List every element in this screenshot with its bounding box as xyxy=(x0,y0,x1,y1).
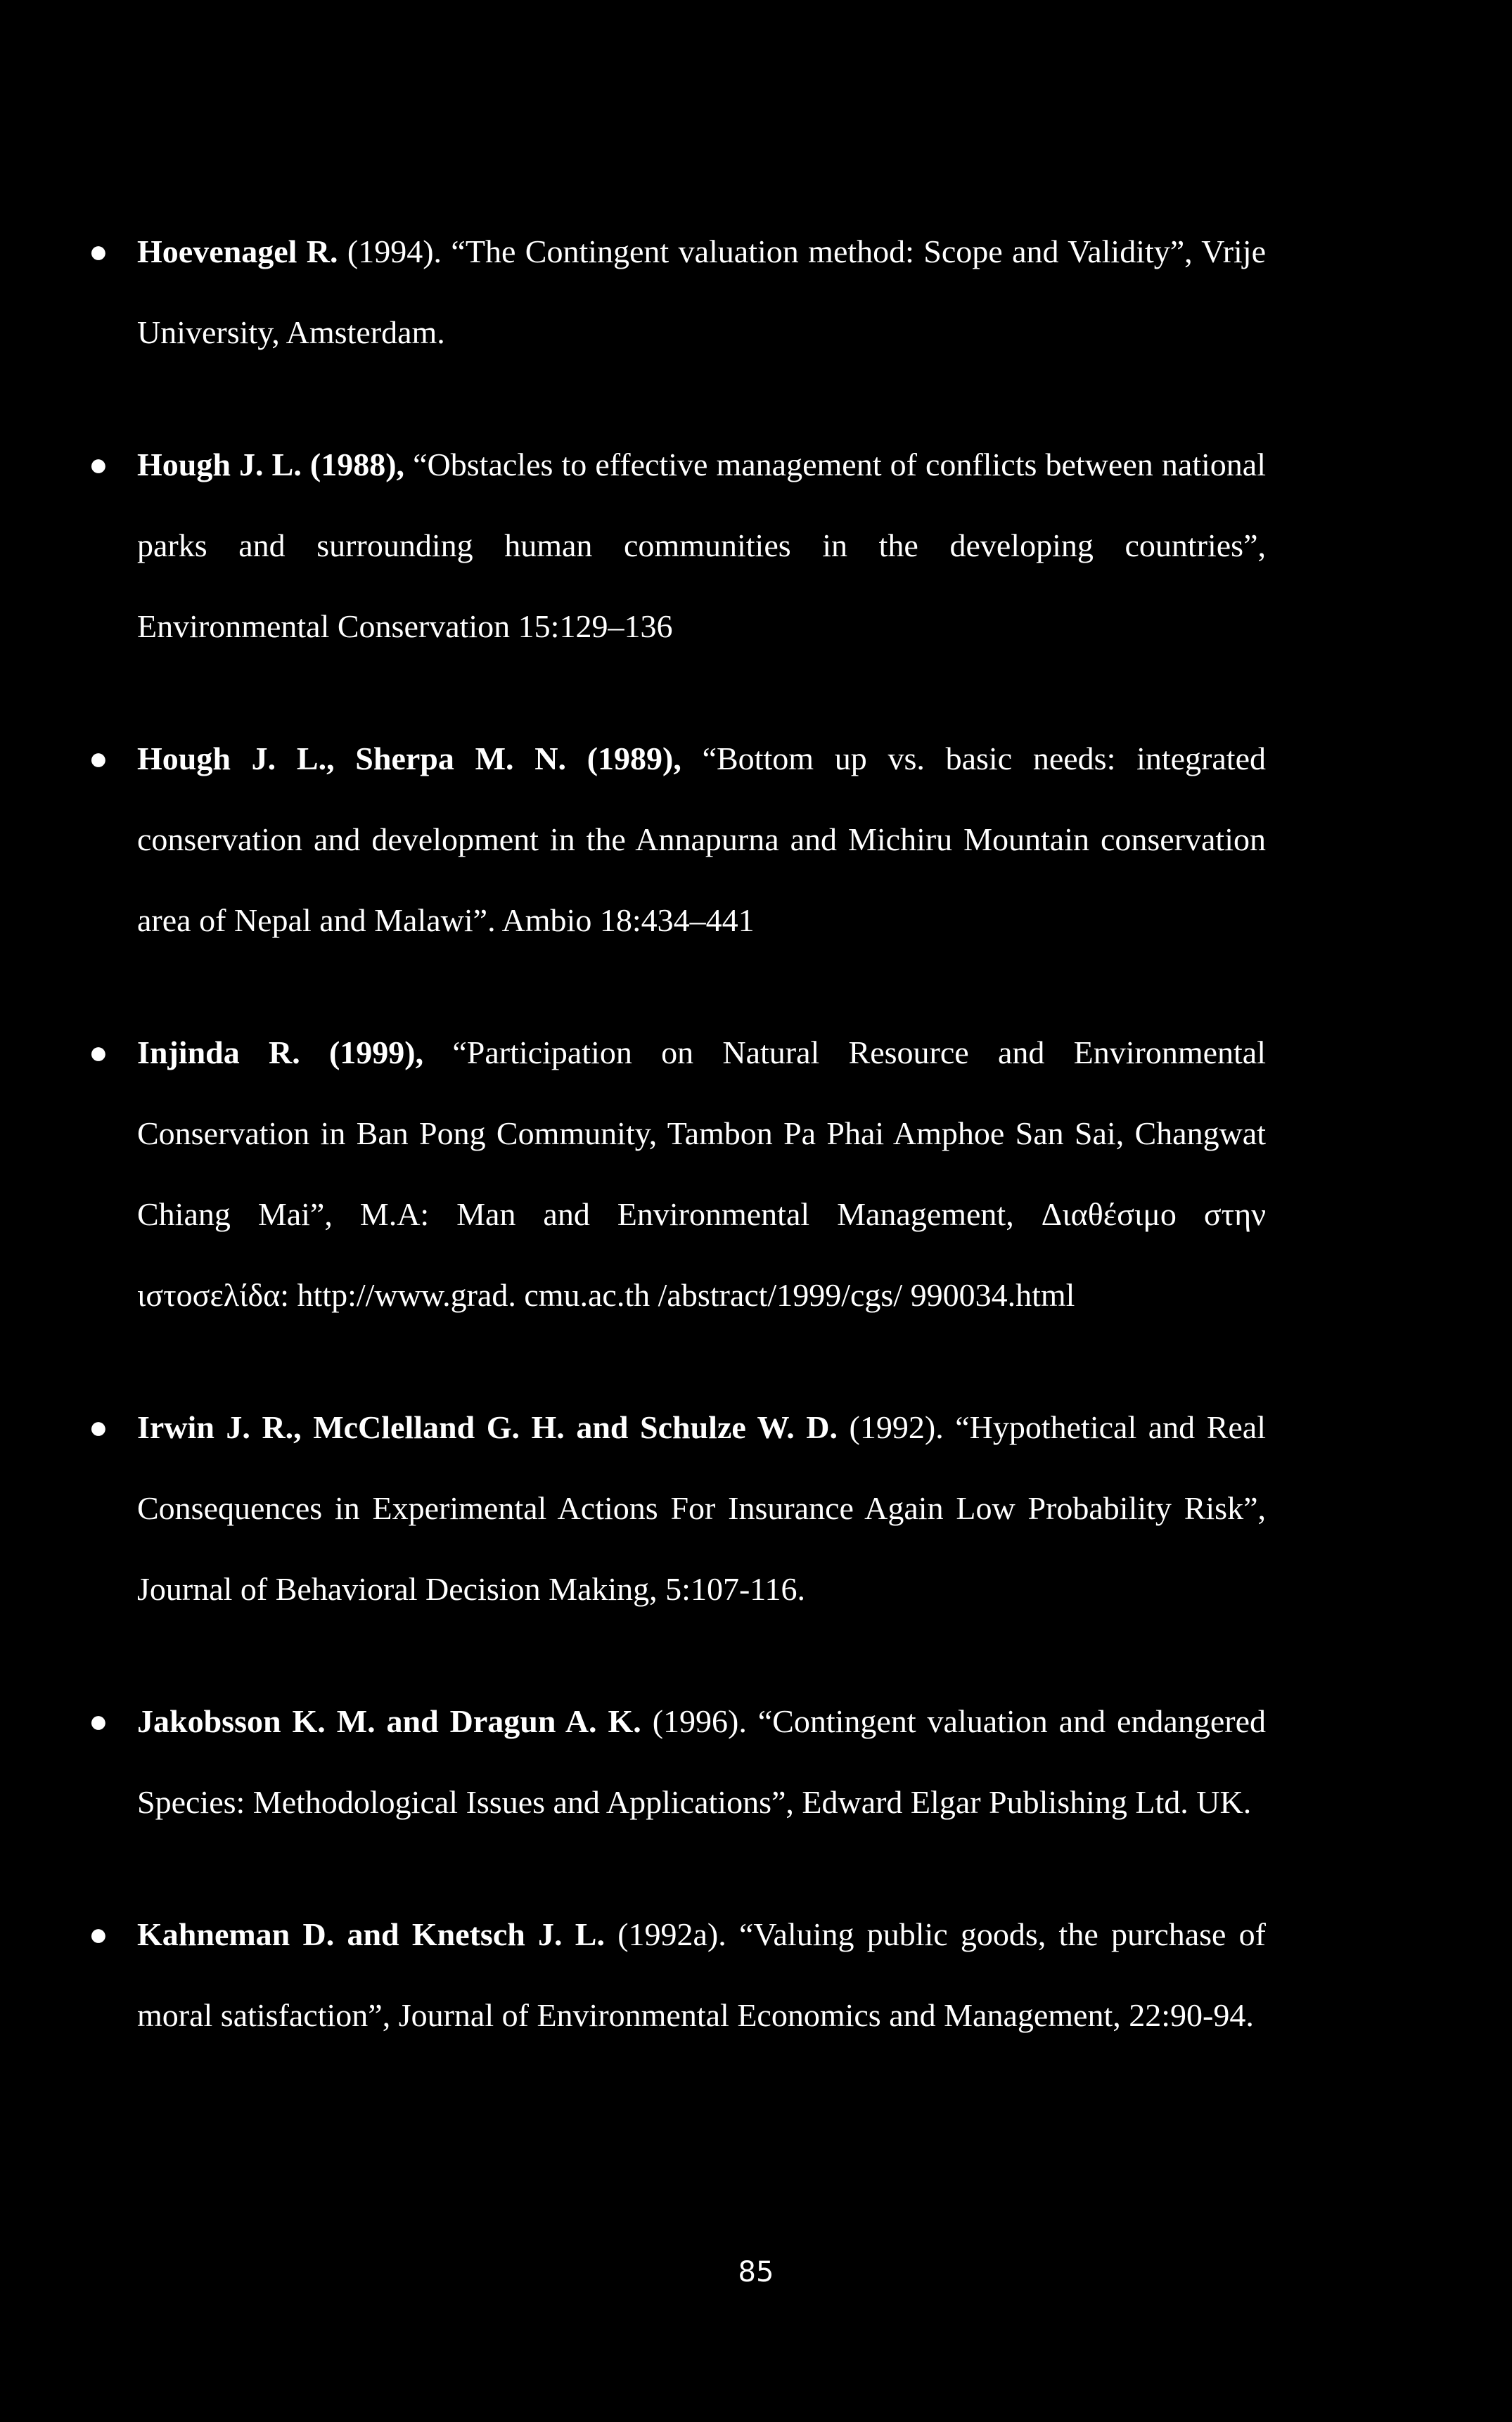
page-number: 85 xyxy=(738,2256,774,2288)
reference-text: “Participation on Natural Resource and Environmental Conservation in Ban Pong Community, Tambon Pa Phai Amphoe San Sai, Changwat Chiang Mai”, M.A: Man and Environmental Management, Διαθέσιμο στην ιστοσελίδα: http://www.grad. cmu.ac.th /abstract/1999/cgs/ 990034.html xyxy=(137,1034,1266,1313)
reference-text: (1992). “Hypothetical and Real Consequences in Experimental Actions For Insurance Again Low Probability Risk”, Journal of Behavioral Decision Making, 5:107-116. xyxy=(137,1409,1267,1607)
bullet-icon: ● xyxy=(89,1409,108,1445)
reference-text: (1994). “The Contingent valuation method: Scope and Validity”, Vrije University, Amsterdam. xyxy=(137,233,1266,350)
reference-item xyxy=(70,1012,1266,1335)
bullet-icon: ● xyxy=(89,741,108,776)
bullet-icon: ● xyxy=(89,233,108,269)
bullet-icon: ● xyxy=(89,1034,108,1070)
reference-text: (1996). “Contingent valuation and endangered Species: Methodological Issues and Applications”, Edward Elgar Publishing Ltd. UK. xyxy=(137,1703,1266,1820)
reference-item xyxy=(70,211,1266,373)
bullet-icon: ● xyxy=(89,1703,108,1739)
reference-authors: Kahneman D. and Knetsch J. L. xyxy=(137,1916,605,1952)
bullet-icon: ● xyxy=(89,1916,108,1952)
reference-text: (1992a). “Valuing public goods, the purchase of moral satisfaction”, Journal of Environmental Economics and Management, 22:90-94. xyxy=(137,1916,1266,2033)
reference-authors: Irwin J. R., McClelland G. H. and Schulze W. D. xyxy=(137,1409,838,1445)
reference-authors: Hough J. L. (1988), xyxy=(137,447,405,482)
reference-list xyxy=(70,211,1266,2107)
reference-text: “Bottom up vs. basic needs: integrated conservation and development in the Annapurna and Michiru Mountain conservation area of Nepal and Malawi”. Ambio 18:434–441 xyxy=(137,741,1266,938)
reference-item xyxy=(70,424,1266,667)
reference-text: “Obstacles to effective management of conflicts between national parks and surrounding human communities in the developing countries”, Environmental Conservation 15:129–136 xyxy=(137,447,1266,644)
bullet-icon: ● xyxy=(89,447,108,482)
reference-item xyxy=(70,1681,1266,1843)
reference-authors: Hough J. L., Sherpa M. N. (1989), xyxy=(137,741,681,776)
reference-item xyxy=(70,718,1266,961)
reference-item xyxy=(70,1387,1266,1629)
reference-authors: Hoevenagel R. xyxy=(137,233,338,269)
reference-item xyxy=(70,1894,1266,2056)
reference-authors: Jakobsson K. M. and Dragun A. K. xyxy=(137,1703,641,1739)
reference-authors: Injinda R. (1999), xyxy=(137,1034,424,1070)
